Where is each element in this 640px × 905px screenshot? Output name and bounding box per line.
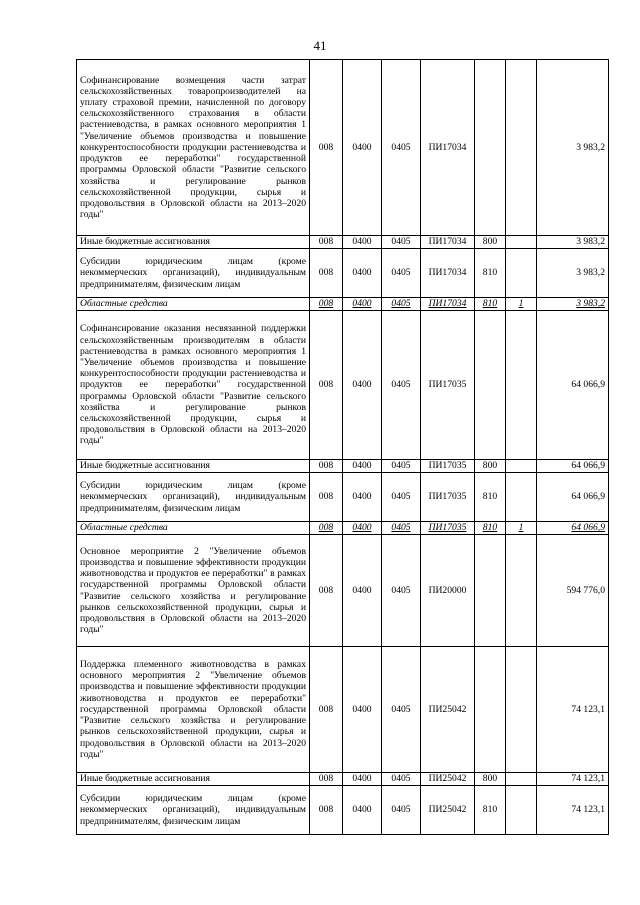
source-code (506, 473, 537, 522)
table-row (77, 60, 609, 236)
subsection-code: 0405 (382, 298, 421, 311)
table-row (77, 249, 609, 298)
section-code: 0400 (343, 473, 382, 522)
ministry-code: 008 (310, 773, 343, 786)
source-code: 1 (506, 298, 537, 311)
row-name: Субсидии юридическим лицам (кроме некоммерческих организаций), индивидуальным предпринимателям, физическим лицам (77, 473, 310, 522)
target-code: ПИ17034 (421, 60, 475, 236)
section-code: 0400 (343, 460, 382, 473)
amount: 3 983,2 (537, 298, 609, 311)
table-row (77, 522, 609, 535)
row-name: Субсидии юридическим лицам (кроме некоммерческих организаций), индивидуальным предпринимателям, физическим лицам (77, 786, 310, 835)
subsection-code: 0405 (382, 535, 421, 647)
subsection-code: 0405 (382, 236, 421, 249)
row-name: Иные бюджетные ассигнования (77, 236, 310, 249)
row-name: Основное мероприятие 2 "Увеличение объемов производства и повышение эффективности продукции животноводства и продуктов ее переработки" в рамках государственной программы Орловской области "Развитие сельского хозяйства и регулирование рынков сельскохозяйственной продукции, сырья и продовольствия в Орловской области на 2013–2020 годы" (77, 535, 310, 647)
row-name: Областные средства (77, 522, 310, 535)
target-code: ПИ17034 (421, 298, 475, 311)
ministry-code: 008 (310, 535, 343, 647)
amount: 594 776,0 (537, 535, 609, 647)
expense-type-code (475, 647, 506, 773)
subsection-code: 0405 (382, 473, 421, 522)
subsection-code: 0405 (382, 522, 421, 535)
target-code: ПИ17034 (421, 236, 475, 249)
page-number: 41 (313, 38, 327, 53)
expense-type-code (475, 60, 506, 236)
target-code: ПИ20000 (421, 535, 475, 647)
ministry-code: 008 (310, 460, 343, 473)
expense-type-code: 810 (475, 249, 506, 298)
ministry-code: 008 (310, 60, 343, 236)
source-code (506, 249, 537, 298)
expense-type-code: 800 (475, 236, 506, 249)
table-row (77, 535, 609, 647)
subsection-code: 0405 (382, 773, 421, 786)
section-code: 0400 (343, 535, 382, 647)
source-code (506, 236, 537, 249)
table-row (77, 773, 609, 786)
section-code: 0400 (343, 60, 382, 236)
table-row (77, 236, 609, 249)
source-code: 1 (506, 522, 537, 535)
amount: 74 123,1 (537, 786, 609, 835)
source-code (506, 773, 537, 786)
row-name: Субсидии юридическим лицам (кроме некоммерческих организаций), индивидуальным предпринимателям, физическим лицам (77, 249, 310, 298)
table-row (77, 647, 609, 773)
ministry-code: 008 (310, 786, 343, 835)
target-code: ПИ25042 (421, 773, 475, 786)
expense-type-code: 800 (475, 773, 506, 786)
ministry-code: 008 (310, 236, 343, 249)
target-code: ПИ17035 (421, 522, 475, 535)
row-name: Иные бюджетные ассигнования (77, 773, 310, 786)
target-code: ПИ17035 (421, 311, 475, 460)
amount: 64 066,9 (537, 460, 609, 473)
source-code (506, 535, 537, 647)
table-row (77, 786, 609, 835)
amount: 64 066,9 (537, 473, 609, 522)
section-code: 0400 (343, 311, 382, 460)
section-code: 0400 (343, 236, 382, 249)
ministry-code: 008 (310, 647, 343, 773)
row-name: Иные бюджетные ассигнования (77, 460, 310, 473)
table-row (77, 460, 609, 473)
ministry-code: 008 (310, 298, 343, 311)
budget-table (76, 59, 609, 835)
subsection-code: 0405 (382, 647, 421, 773)
target-code: ПИ17034 (421, 249, 475, 298)
expense-type-code: 800 (475, 460, 506, 473)
section-code: 0400 (343, 249, 382, 298)
amount: 74 123,1 (537, 647, 609, 773)
ministry-code: 008 (310, 473, 343, 522)
source-code (506, 311, 537, 460)
expense-type-code: 810 (475, 298, 506, 311)
amount: 3 983,2 (537, 236, 609, 249)
expense-type-code: 810 (475, 786, 506, 835)
row-name: Поддержка племенного животноводства в рамках основного мероприятия 2 "Увеличение объемов производства и повышение эффективности продукции животноводства и продуктов ее переработки" государственной программы Орловской области "Развитие сельского хозяйства и регулирование рынков сельскохозяйственной продукции, сырья и продовольствия в Орловской области на 2013–2020 годы" (77, 647, 310, 773)
subsection-code: 0405 (382, 460, 421, 473)
subsection-code: 0405 (382, 60, 421, 236)
subsection-code: 0405 (382, 786, 421, 835)
section-code: 0400 (343, 298, 382, 311)
target-code: ПИ25042 (421, 786, 475, 835)
source-code (506, 460, 537, 473)
expense-type-code: 810 (475, 522, 506, 535)
subsection-code: 0405 (382, 311, 421, 460)
amount: 64 066,9 (537, 522, 609, 535)
table-row (77, 473, 609, 522)
amount: 3 983,2 (537, 60, 609, 236)
ministry-code: 008 (310, 311, 343, 460)
expense-type-code (475, 311, 506, 460)
target-code: ПИ17035 (421, 460, 475, 473)
table-row (77, 311, 609, 460)
section-code: 0400 (343, 786, 382, 835)
section-code: 0400 (343, 522, 382, 535)
target-code: ПИ25042 (421, 647, 475, 773)
section-code: 0400 (343, 773, 382, 786)
row-name: Софинансирование возмещения части затрат сельскохозяйственных товаропроизводителей на уплату страховой премии, начисленной по договору сельскохозяйственного страхования в области растениеводства, в рамках основного мероприятия 1 "Увеличение объемов производства и повышение конкурентоспособности продукции растениеводства и продуктов ее переработки" государственной программы Орловской области "Развитие сельского хозяйства и регулирование рынков сельскохозяйственной продукции, сырья и продовольствия в Орловской области на 2013–2020 годы" (77, 60, 310, 236)
source-code (506, 60, 537, 236)
row-name: Софинансирование оказания несвязанной поддержки сельскохозяйственным производителям в области растениеводства в рамках основного мероприятия 1 "Увеличение объемов производства и повышение конкурентоспособности продукции растениеводства и продуктов ее переработки" государственной программы Орловской области "Развитие сельского хозяйства и регулирование рынков сельскохозяйственной продукции, сырья и продовольствия в Орловской области на 2013–2020 годы" (77, 311, 310, 460)
table-row (77, 298, 609, 311)
source-code (506, 647, 537, 773)
ministry-code: 008 (310, 522, 343, 535)
expense-type-code (475, 535, 506, 647)
source-code (506, 786, 537, 835)
amount: 74 123,1 (537, 773, 609, 786)
ministry-code: 008 (310, 249, 343, 298)
row-name: Областные средства (77, 298, 310, 311)
section-code: 0400 (343, 647, 382, 773)
amount: 64 066,9 (537, 311, 609, 460)
expense-type-code: 810 (475, 473, 506, 522)
amount: 3 983,2 (537, 249, 609, 298)
subsection-code: 0405 (382, 249, 421, 298)
target-code: ПИ17035 (421, 473, 475, 522)
